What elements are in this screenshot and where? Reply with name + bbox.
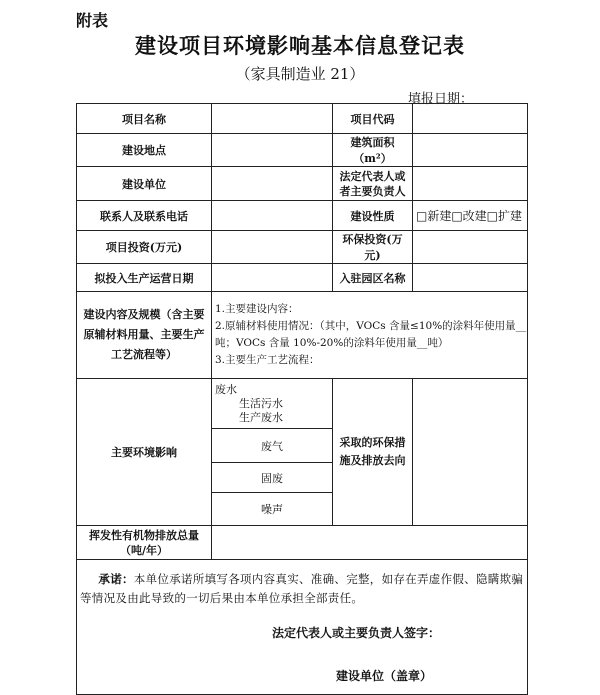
page-subtitle: （家具制造业 21） [235,65,365,83]
investment-label: 项目投资(万元) [77,231,212,264]
noise-label: 噪声 [212,493,333,526]
promise-section [77,560,528,695]
park-field[interactable] [413,264,528,292]
voc-total-label: 挥发性有机物排放总量（吨/年） [77,526,212,560]
builder-label: 建设单位 [77,167,212,201]
production-wastewater-label: 生产废水 [239,410,283,424]
legal-rep-field[interactable] [413,167,528,201]
measures-label: 采取的环保措施及排放去向 [333,379,413,526]
location-field[interactable] [212,134,333,167]
gas-label: 废气 [212,429,333,463]
location-label: 建设地点 [77,134,212,167]
promise-head: 承诺： [98,572,134,586]
start-date-label: 拟投入生产运营日期 [77,264,212,292]
content-label: 建设内容及规模（含主要原辅材料用量、主要生产工艺流程等） [77,292,212,379]
env-investment-field[interactable] [413,231,528,264]
contact-label: 联系人及联系电话 [77,201,212,231]
builder-field[interactable] [212,167,333,201]
seal-label: 建设单位（盖章） [336,669,433,683]
content-line-4: 3.主要生产工艺流程： [215,354,320,366]
project-code-field[interactable] [413,104,528,134]
content-line-3: 吨；VOCs 含量 10%-20%的涂料年使用量__吨） [215,337,449,349]
solid-waste-label: 固废 [212,463,333,493]
domestic-wastewater-label: 生活污水 [239,396,283,410]
wastewater-label: 废水 [215,382,237,396]
signature-label: 法定代表人或主要负责人签字： [272,626,441,640]
contact-field[interactable] [212,201,333,231]
promise-text: 本单位承诺所填写各项内容真实、准确、完整，如存在弄虚作假、隐瞒欺骗等情况及由此导致的一切后果由本单位承担全部责任。 [80,572,524,605]
measures-field[interactable] [413,379,528,526]
legal-rep-label: 法定代表人或者主要负责人 [333,167,413,201]
investment-field[interactable] [212,231,333,264]
nature-checkboxes[interactable]: □新建□改建□扩建 [413,201,528,231]
page-title: 建设项目环境影响基本信息登记表 [135,33,465,58]
wastewater-cell [212,379,333,429]
content-area[interactable] [212,292,528,379]
appendix-label: 附表 [76,11,109,30]
project-code-label: 项目代码 [333,104,413,134]
fill-date-label: 填报日期： [408,92,474,107]
start-date-field[interactable] [212,264,333,292]
floor-area-label: 建筑面积（m²） [333,134,413,167]
voc-total-field[interactable] [212,526,528,560]
env-investment-label: 环保投资(万元) [333,231,413,264]
content-line-1: 1.主要建设内容： [215,303,299,315]
project-name-field[interactable] [212,104,333,134]
nature-label: 建设性质 [333,201,413,231]
floor-area-field[interactable] [413,134,528,167]
promise-paragraph [80,570,524,608]
registration-form [76,103,528,695]
impact-label: 主要环境影响 [77,379,212,526]
project-name-label: 项目名称 [77,104,212,134]
park-label: 入驻园区名称 [333,264,413,292]
content-line-2: 2.原辅材料使用情况：（其中，VOCs 含量≤10%的涂料年使用量__ [215,320,527,332]
